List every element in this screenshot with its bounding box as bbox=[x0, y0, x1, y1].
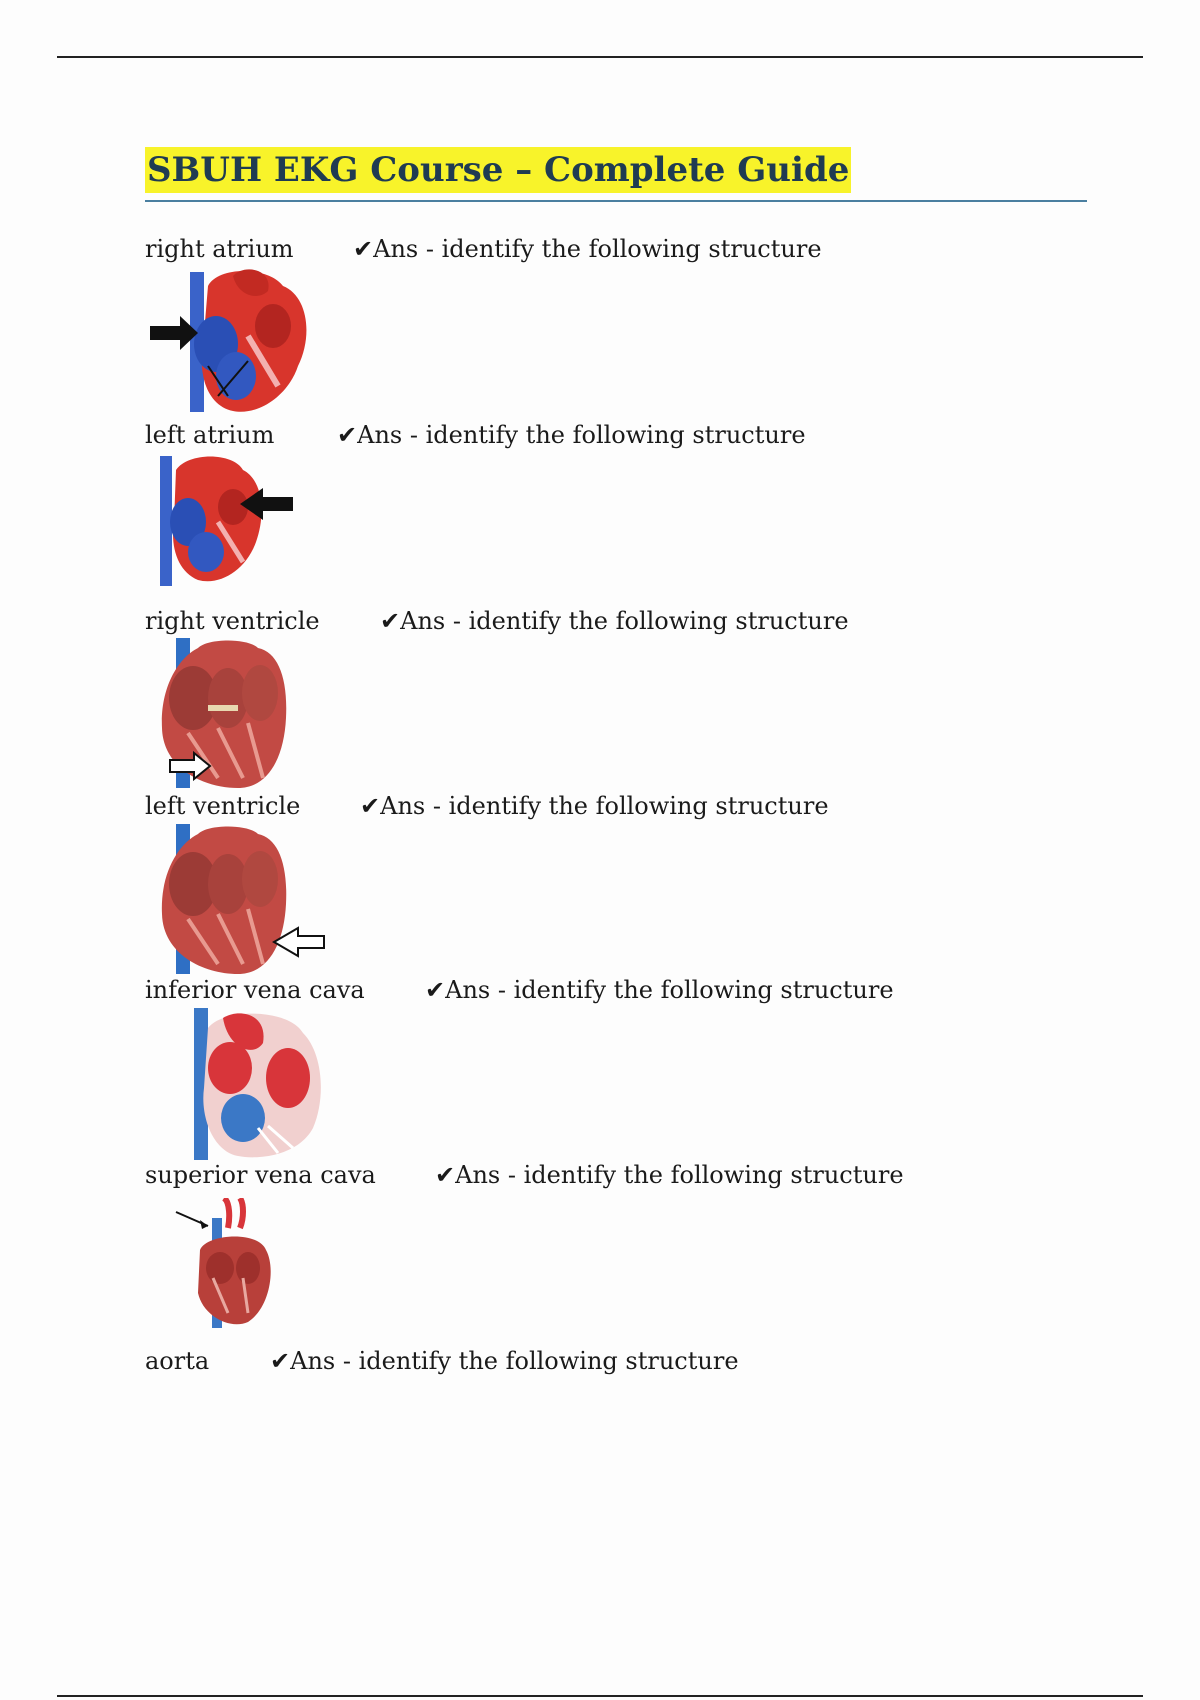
answer-text: ✔Ans - identify the following structure bbox=[380, 607, 849, 635]
figure-right-ventricle bbox=[148, 638, 308, 790]
answer-text: ✔Ans - identify the following structure bbox=[360, 792, 829, 820]
entry-right-ventricle bbox=[145, 606, 849, 636]
figure-right-atrium bbox=[148, 266, 318, 418]
term-label: superior vena cava bbox=[145, 1161, 376, 1189]
term-label: left ventricle bbox=[145, 792, 301, 820]
answer-text: ✔Ans - identify the following structure bbox=[425, 976, 894, 1004]
page-top-rule bbox=[57, 56, 1143, 58]
entry-inferior-vena-cava bbox=[145, 975, 894, 1005]
entry-superior-vena-cava bbox=[145, 1160, 904, 1190]
page-title: SBUH EKG Course – Complete Guide bbox=[145, 147, 851, 193]
entry-aorta bbox=[145, 1346, 739, 1376]
answer-text: ✔Ans - identify the following structure bbox=[353, 235, 822, 263]
page-bottom-rule bbox=[57, 1695, 1143, 1697]
term-label: right ventricle bbox=[145, 607, 320, 635]
entry-left-ventricle bbox=[145, 791, 829, 821]
term-label: inferior vena cava bbox=[145, 976, 365, 1004]
title-underline bbox=[145, 200, 1087, 202]
term-label: left atrium bbox=[145, 421, 275, 449]
answer-text: ✔Ans - identify the following structure bbox=[270, 1347, 739, 1375]
answer-text: ✔Ans - identify the following structure bbox=[337, 421, 806, 449]
figure-superior-vena-cava bbox=[148, 1198, 288, 1330]
figure-left-ventricle bbox=[148, 824, 328, 976]
entry-right-atrium bbox=[145, 234, 822, 264]
answer-text: ✔Ans - identify the following structure bbox=[435, 1161, 904, 1189]
entry-left-atrium bbox=[145, 420, 806, 450]
figure-inferior-vena-cava bbox=[148, 1008, 338, 1160]
term-label: right atrium bbox=[145, 235, 294, 263]
term-label: aorta bbox=[145, 1347, 210, 1375]
figure-left-atrium bbox=[148, 452, 298, 592]
